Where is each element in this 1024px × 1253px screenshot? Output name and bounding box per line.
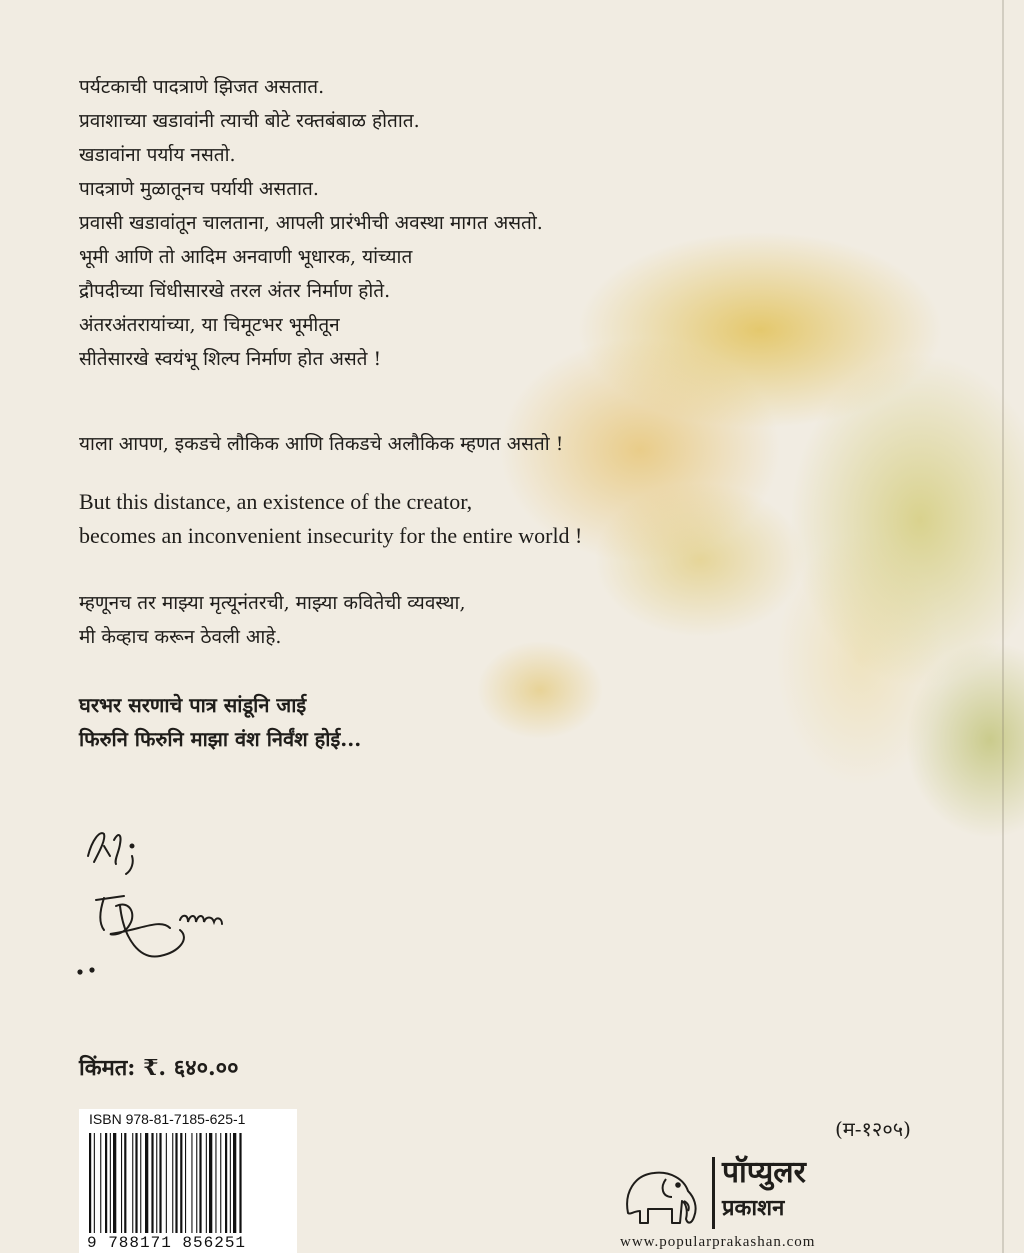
poem-line: खडावांना पर्याय नसतो. [79,144,236,166]
barcode-bar [89,1133,91,1233]
barcode-bar [124,1133,126,1233]
barcode-bar [132,1133,133,1233]
poem-line: फिरुनि फिरुनि माझा वंश निर्वंश होई... [79,727,362,751]
barcode-bar [151,1133,153,1233]
barcode-bar [209,1133,212,1233]
logo-divider [712,1157,715,1229]
poem-line: अंतरअंतरायांच्या, या चिमूटभर भूमीतून [79,314,340,336]
barcode-bar [172,1133,173,1233]
barcode-digits: 9 788171 856251 [87,1234,247,1252]
barcode-bar [166,1133,167,1233]
poem-stanza-english [79,485,799,553]
poem-line: सीतेसारखे स्वयंभू शिल्प निर्माण होत असते ! [79,348,382,370]
poem-line: द्रौपदीच्या चिंधीसारखे तरल अंतर निर्माण होते. [79,280,391,302]
barcode-bar [230,1133,231,1233]
barcode-bar [94,1133,95,1233]
barcode-bar [175,1133,177,1233]
publisher-sub: प्रकाशन [722,1196,785,1221]
barcode-bar [191,1133,192,1233]
isbn-label: ISBN 978-81-7185-625-1 [89,1111,246,1127]
barcode-bar [180,1133,182,1233]
poem-line: म्हणूनच तर माझ्या मृत्यूनंतरची, माझ्या कवितेची व्यवस्था, [79,592,466,614]
poem-stanza-1 [79,70,799,376]
barcode-bar [196,1133,197,1233]
barcode-bar [220,1133,221,1233]
poem-stanza-4 [79,586,799,654]
poem-line: प्रवाशाच्या खडावांनी त्याची बोटे रक्तबंबाळ होतात. [79,110,420,132]
barcode-bar [135,1133,137,1233]
publisher-name: पॉप्युलर [722,1155,806,1190]
poem-line: becomes an inconvenient insecurity for the entire world ! [79,523,583,548]
barcode-bar [121,1133,122,1233]
barcode-bars [89,1133,287,1233]
spine-edge [1002,0,1004,1253]
isbn-barcode [79,1109,297,1253]
poem-stanza-2 [79,427,799,461]
barcode-bar [113,1133,116,1233]
author-signature [70,810,270,1010]
poem-stanza-bold [79,688,799,756]
barcode-bar [145,1133,148,1233]
barcode-bar [225,1133,227,1233]
barcode-bar [206,1133,207,1233]
poem-line: मी केव्हाच करून ठेवली आहे. [79,626,282,648]
poem-line: पर्यटकाची पादत्राणे झिजत असतात. [79,76,325,98]
barcode-bar [233,1133,236,1233]
barcode-bar [105,1133,107,1233]
poem-line: प्रवासी खडावांतून चालताना, आपली प्रारंभीची अवस्था मागत असतो. [79,212,543,234]
barcode-bar [159,1133,161,1233]
catalog-code: (म-१२०५) [835,1117,911,1141]
barcode-bar [156,1133,157,1233]
barcode-bar [215,1133,216,1233]
barcode-bar [185,1133,186,1233]
elephant-icon [618,1153,708,1233]
barcode-bar [199,1133,201,1233]
poem-line: भूमी आणि तो आदिम अनवाणी भूधारक, यांच्यात [79,246,413,268]
poem-line: पादत्राणे मुळातूनच पर्यायी असतात. [79,178,319,200]
publisher-logo [618,1153,918,1233]
barcode-bar [100,1133,101,1233]
barcode-bar [110,1133,111,1233]
poem-line: But this distance, an existence of the creator, [79,489,473,514]
barcode-bar [239,1133,241,1233]
poem-line: याला आपण, इकडचे लौकिक आणि तिकडचे अलौकिक म्हणत असतो ! [79,433,564,455]
barcode-bar [140,1133,141,1233]
publisher-website: www.popularprakashan.com [620,1234,816,1250]
price-label: किंमत: ₹. ६४०.०० [79,1055,239,1081]
poem-line: घरभर सरणाचे पात्र सांडूनि जाई [79,693,307,717]
